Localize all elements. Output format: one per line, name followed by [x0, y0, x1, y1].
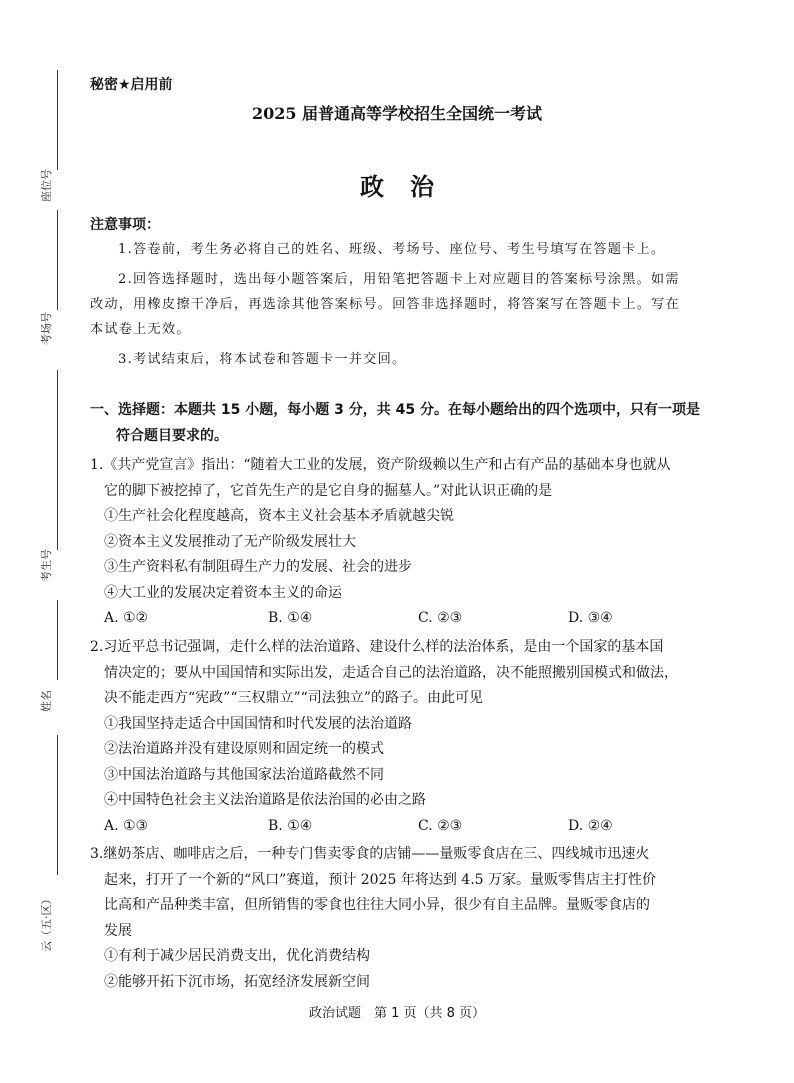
statement: ②资本主义发展推动了无产阶级发展壮大 [104, 533, 356, 550]
statement: ②能够开拓下沉市场，拓宽经济发展新空间 [104, 973, 370, 990]
margin-line [57, 370, 58, 550]
answer-choices [90, 606, 700, 632]
choice-a: A. ①③ [104, 817, 149, 834]
margin-line [57, 600, 58, 680]
notice-item: 1.答卷前，考生务必将自己的姓名、班级、考场号、座位号、考生号填写在答题卡上。 [118, 242, 666, 257]
question-stem: 3.继奶茶店、咖啡店之后，一种专门售卖零食的店铺——量贩零食店在三、四线城市迅速火 [90, 846, 650, 862]
notice-item-cont: 改动，用橡皮擦干净后，再选涂其他答案标号。回答非选择题时，将答案写在答题卡上。写在 [90, 297, 680, 312]
section-line: 一、选择题：本题共 15 小题，每小题 3 分，共 45 分。在每小题给出的四个选项中，只有一项是 [90, 402, 700, 418]
exam-room-no-label: 考场号 [40, 312, 53, 345]
statement: ①生产社会化程度越高，资本主义社会基本矛盾就越尖锐 [104, 508, 454, 524]
question-stem: 2.习近平总书记强调，走什么样的法治道路、建设什么样的法治体系，是由一个国家的基本国 [90, 639, 664, 655]
statement: ①我国坚持走适合中国国情和时代发展的法治道路 [104, 715, 412, 732]
choice-c: C. ②③ [418, 610, 463, 626]
question-2 [90, 635, 700, 839]
question-stem: 它的脚下被挖掉了，它首先生产的是它自身的掘墓人。”对此认识正确的是 [104, 482, 553, 499]
question-stem: 发展 [104, 922, 132, 939]
margin-line [57, 210, 58, 310]
question-stem: 比高和产品种类丰富，但所销售的零食也往往大同小异，很少有自主品牌。量贩零食店的 [104, 897, 650, 913]
choice-b: B. ①④ [268, 610, 313, 626]
secret-mark: 秘密★启用前 [90, 77, 173, 93]
question-stem: 1.《共产党宣言》指出：“随着大工业的发展，资产阶级赖以生产和占有产品的基础本身也就从 [90, 457, 671, 473]
question-stem: 情决定的；要从中国国情和实际出发，走适合自己的法治道路，决不能照搬别国模式和做法， [104, 664, 678, 681]
statement: ④大工业的发展决定着资本主义的命运 [104, 584, 342, 601]
exam-title: 2025 届普通高等学校招生全国统一考试 [251, 104, 543, 123]
region-label: 云（五·区） [40, 893, 53, 952]
choice-d: D. ③④ [568, 610, 613, 626]
statement: ③中国法治道路与其他国家法治道路截然不同 [104, 766, 384, 783]
name-label: 姓名 [40, 690, 53, 712]
choice-a: A. ①② [104, 610, 149, 626]
notice-item: 3.考试结束后，将本试卷和答题卡一并交回。 [118, 352, 407, 367]
statement: ③生产资料私有制阻碍生产力的发展、社会的进步 [104, 559, 412, 575]
choice-c: C. ②③ [418, 817, 463, 834]
notice-item: 2.回答选择题时，选出每小题答案后，用铅笔把答题卡上对应题目的答案标号涂黑。如需 [118, 272, 680, 287]
notice-title: 注意事项： [90, 217, 160, 233]
answer-choices [90, 814, 700, 840]
choice-b: B. ①④ [268, 817, 313, 834]
choice-d: D. ②④ [568, 817, 613, 834]
seat-no-label: 座位号 [40, 169, 53, 202]
page-footer: 政治试题 第 1 页（共 8 页） [308, 1006, 486, 1021]
question-stem: 起来，打开了一个新的“风口”赛道，预计 2025 年将达到 4.5 万家。量贩零售店主打性价 [104, 871, 657, 888]
statement: ④中国特色社会主义法治道路是依法治国的必由之路 [104, 792, 426, 808]
statement: ②法治道路并没有建设原则和固定统一的模式 [104, 741, 384, 757]
statement: ①有利于减少居民消费支出，优化消费结构 [104, 948, 370, 964]
section-heading [90, 397, 700, 449]
section-line: 符合题目要求的。 [116, 428, 228, 444]
student-no-label: 考生号 [40, 549, 53, 582]
question-1 [90, 453, 700, 632]
margin-line [57, 735, 58, 875]
question-3 [90, 842, 700, 995]
subject-title: 政治 [360, 172, 460, 201]
question-stem: 决不能走西方“宪政”“三权鼎立”“司法独立”的路子。由此可见 [104, 690, 483, 706]
notice-block [90, 237, 690, 372]
notice-item-cont: 本试卷上无效。 [90, 322, 191, 337]
